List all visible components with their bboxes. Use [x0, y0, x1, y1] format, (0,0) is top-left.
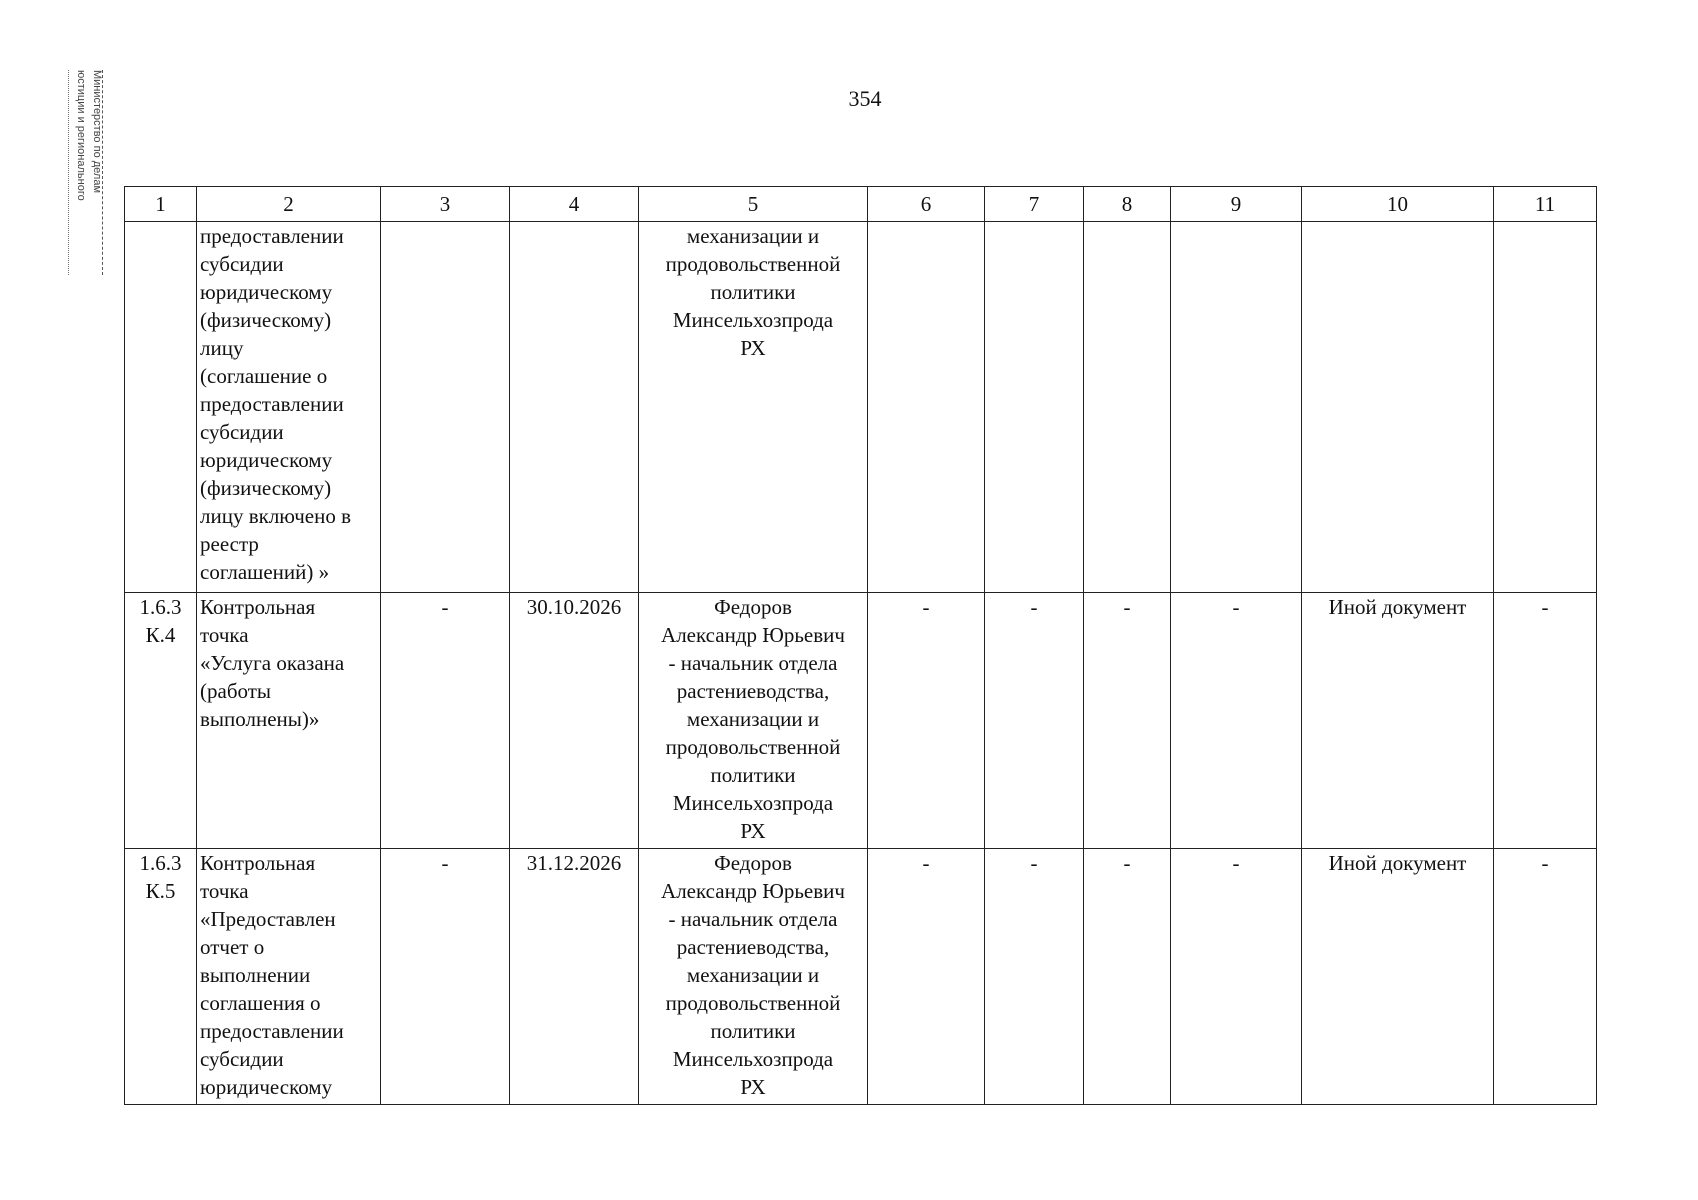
responsible-cell: механизации и продовольственной политики Минсельхозпрода РХ: [639, 222, 868, 593]
page-number: 354: [848, 86, 882, 111]
cell-col11: -: [1494, 849, 1597, 1105]
document-type-cell: Иной документ: [1302, 849, 1494, 1105]
header-cell: 11: [1494, 187, 1597, 222]
cell-col11: [1494, 222, 1597, 593]
responsible-cell: Федоров Александр Юрьевич - начальник отдела растениеводства, механизации и продовольственной политики Минсельхозпрода РХ: [639, 593, 868, 849]
stamp-line-1: Министерство по делам: [91, 70, 103, 194]
cell-col6: -: [868, 593, 985, 849]
header-cell: 4: [510, 187, 639, 222]
row-number-cell: 1.6.3 К.5: [125, 849, 197, 1105]
cell-col11: -: [1494, 593, 1597, 849]
table-row: [125, 593, 1597, 849]
description-cell: Контрольная точка «Предоставлен отчет о выполнении соглашения о предоставлении субсидии юридическому: [197, 849, 381, 1105]
cell-col8: -: [1084, 849, 1171, 1105]
header-cell: 5: [639, 187, 868, 222]
row-number-cell: [125, 222, 197, 593]
cell-col7: -: [985, 593, 1084, 849]
registration-stamp: [62, 70, 112, 280]
header-cell: 7: [985, 187, 1084, 222]
cell-col7: [985, 222, 1084, 593]
cell-col8: -: [1084, 593, 1171, 849]
cell-col3: -: [381, 593, 510, 849]
cell-col6: -: [868, 849, 985, 1105]
cell-col9: [1171, 222, 1302, 593]
stamp-line-2: юстиции и регионального: [75, 70, 87, 201]
date-cell: [510, 222, 639, 593]
description-cell: Контрольная точка «Услуга оказана (работы выполнены)»: [197, 593, 381, 849]
description-cell: предоставлении субсидии юридическому (физическому) лицу (соглашение о предоставлении субсидии юридическому (физическому) лицу включено в реестр соглашений) »: [197, 222, 381, 593]
cell-col7: -: [985, 849, 1084, 1105]
cell-col6: [868, 222, 985, 593]
schedule-table: [124, 186, 1597, 1105]
header-cell: 6: [868, 187, 985, 222]
stamp-border-inner: [68, 70, 72, 275]
cell-col8: [1084, 222, 1171, 593]
document-type-cell: [1302, 222, 1494, 593]
document-type-cell: Иной документ: [1302, 593, 1494, 849]
header-cell: 1: [125, 187, 197, 222]
header-cell: 10: [1302, 187, 1494, 222]
row-number-cell: 1.6.3 К.4: [125, 593, 197, 849]
date-cell: 30.10.2026: [510, 593, 639, 849]
date-cell: 31.12.2026: [510, 849, 639, 1105]
header-row: [125, 187, 1597, 222]
cell-col9: -: [1171, 849, 1302, 1105]
header-cell: 3: [381, 187, 510, 222]
header-cell: 9: [1171, 187, 1302, 222]
table-row: [125, 849, 1597, 1105]
cell-col3: [381, 222, 510, 593]
header-cell: 8: [1084, 187, 1171, 222]
table-row: [125, 222, 1597, 593]
responsible-cell: Федоров Александр Юрьевич - начальник отдела растениеводства, механизации и продовольственной политики Минсельхозпрода РХ: [639, 849, 868, 1105]
cell-col3: -: [381, 849, 510, 1105]
cell-col9: -: [1171, 593, 1302, 849]
header-cell: 2: [197, 187, 381, 222]
